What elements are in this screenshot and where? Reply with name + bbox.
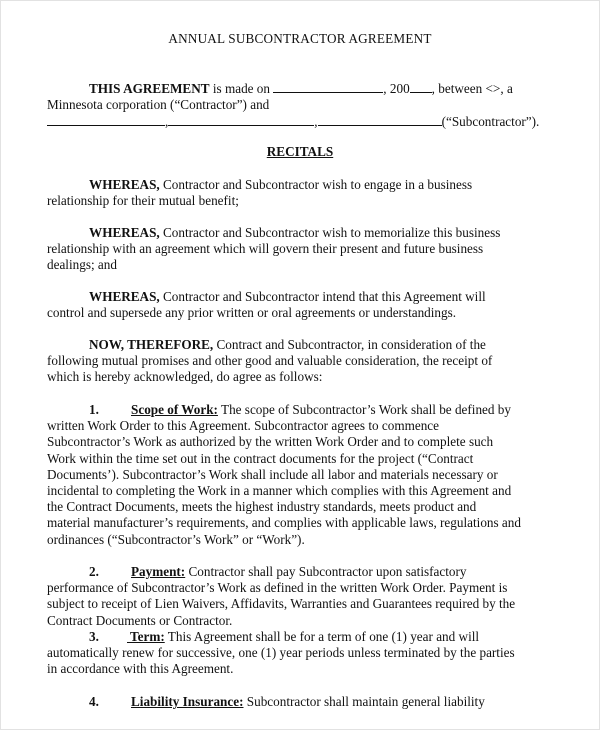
section-term: 3. Term: This Agreement shall be for a term of one (1) year and will automatically renew for successive, one (1) year periods unless terminated by the parties in accordance with this Agreement. [47,629,515,677]
section-scope-of-work: 1. Scope of Work: The scope of Subcontractor’s Work shall be defined by written Work Order to this Agreement. Subcontractor agrees to commence Subcontractor’s Work as authorized by the written Work Order and to complete such Work within the time set out in the contract documents for the project (“Contract Documents’). Subcontractor’s Work shall include all labor and materials necessary or incidental to completing the Work in a manner which complies with this Agreement and the Contract Documents, meets the highest industry standards, meets product and material manufacturer’s requirements, and complies with applicable laws, regulations and ordinances (“Subcontractor’s Work” or “Work”). [47,402,521,547]
intro-lead: THIS AGREEMENT [89,81,210,96]
document-title: ANNUAL SUBCONTRACTOR AGREEMENT [168,31,432,46]
date-blank [273,80,383,93]
intro-line-2: Minnesota corporation (“Contractor”) and [47,97,270,113]
section-number: 4. [89,694,99,709]
subcontractor-name-blank [47,113,165,126]
section-number: 2. [89,564,99,579]
section-heading: Scope of Work: [131,402,218,417]
whereas-paragraph-3: WHEREAS, Contractor and Subcontractor intend that this Agreement will control and supersede any prior written or oral agreements or understandings. [47,289,486,321]
whereas-paragraph-1: WHEREAS, Contractor and Subcontractor wish to engage in a business relationship for their mutual benefit; [47,177,473,209]
section-heading: Term: [127,629,165,644]
intro-line-3: , , (“Subcontractor”). [47,113,553,130]
section-heading: Payment: [131,564,186,579]
section-number: 1. [89,402,99,417]
subcontractor-address-blank [168,113,314,126]
year-blank [410,80,432,93]
subcontractor-city-blank [318,113,442,126]
recitals-heading: RECITALS [266,144,334,159]
intro-paragraph [47,80,553,131]
section-payment: 2. Payment: Contractor shall pay Subcontractor upon satisfactory performance of Subcontractor’s Work as defined in the written Work Order. Payment is subject to receipt of Lien Waivers, Affidavits, Warranties and Guarantees required by the Contract Documents or Contractor. [47,564,516,628]
now-therefore-paragraph: NOW, THEREFORE, Contract and Subcontractor, in consideration of the following mutual promises and other good and valuable consideration, the receipt of which is hereby acknowledged, do agree as follows: [47,337,493,385]
section-heading: Liability Insurance: [131,694,244,709]
intro-line-1: THIS AGREEMENT is made on , 200 , between <>, a [89,81,513,96]
section-number: 3. [89,629,99,644]
whereas-paragraph-2: WHEREAS, Contractor and Subcontractor wish to memorialize this business relationship with an agreement which will govern their present and future business dealings; and [47,225,501,273]
section-liability-insurance: 4. Liability Insurance: Subcontractor shall maintain general liability [89,694,485,709]
